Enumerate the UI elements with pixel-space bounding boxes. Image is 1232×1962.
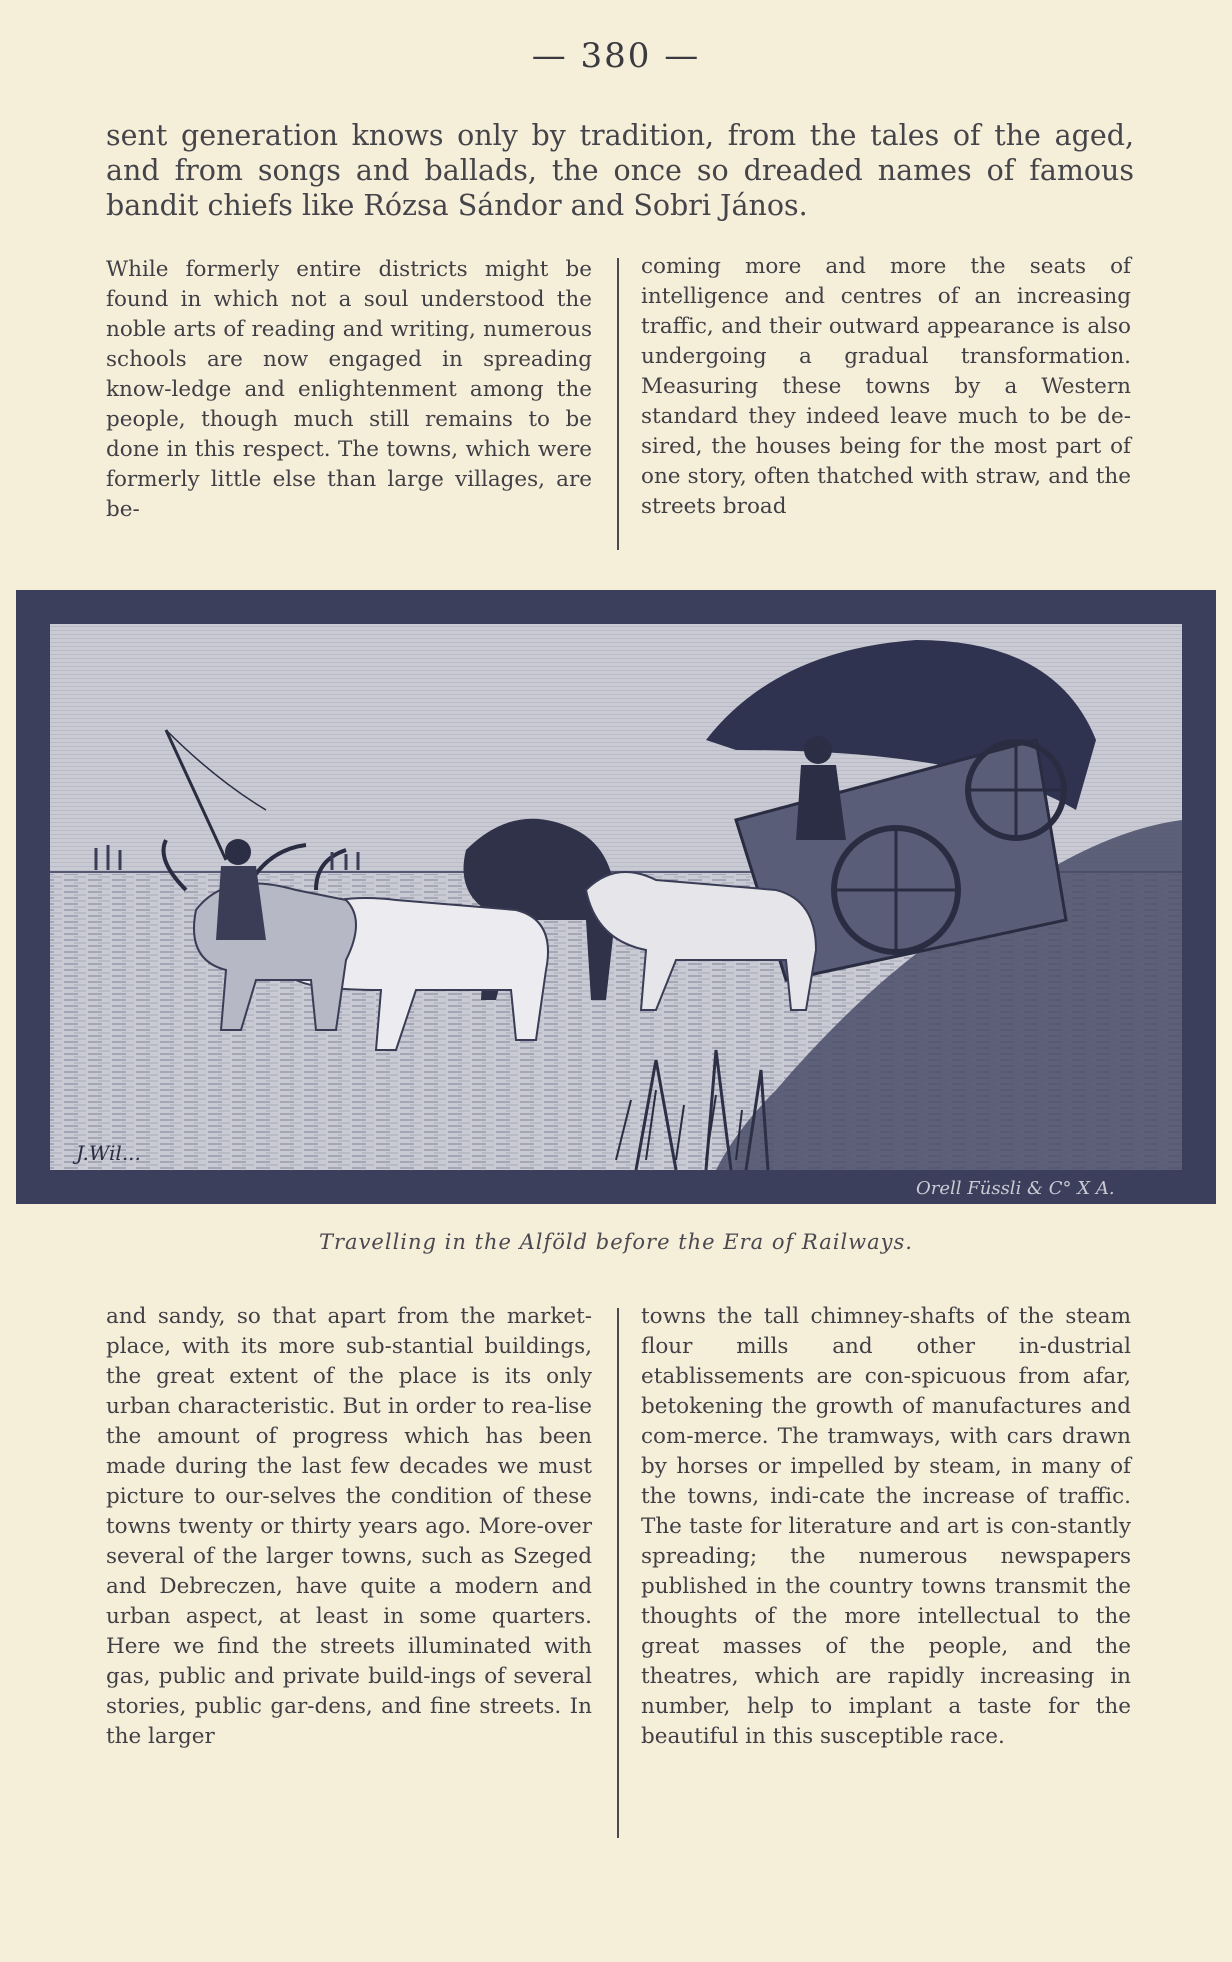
upper-right-column: coming more and more the seats of intelligence and centres of an increasing traffic, and their outward appearance is also undergoing a gradual transformation. Measuring these towns by a Western standard they indeed leave much to be de-sired, the houses being for the most part of one story, often thatched with straw, and the streets broad xyxy=(641,254,1131,519)
illustration-caption: Travelling in the Alföld before the Era of Railways. xyxy=(319,1230,913,1254)
lower-right-column: towns the tall chimney-shafts of the steam flour mills and other in-dustrial etablissements are con-spicuous from afar, betokening the growth of manufactures and com-merce. The tramways, with cars drawn by horses or impelled by steam, in many of the towns, indi-cate the increase of traffic. The taste for literature and art is con-stantly spreading; the numerous newspapers published in the country towns transmit the thoughts of the more intellectual to the great masses of the people, and the theatres, which are rapidly increasing in number, help to implant a taste for the beautiful in this susceptible race. xyxy=(641,1304,1131,1749)
upper-column-divider xyxy=(617,258,619,550)
page-number: — 380 — xyxy=(531,36,701,76)
upper-left-column: While formerly entire districts might be found in which not a soul understood the noble arts of reading and writing, numerous schools are now engaged in spreading know-ledge and enlightenment among the people, though much still remains to be done in this respect. The towns, which were formerly little else than large villages, are be- xyxy=(106,257,592,522)
illustration xyxy=(16,590,1216,1204)
artist-signature: J.Wil... xyxy=(76,1141,141,1165)
intro-paragraph: sent generation knows only by tradition, from the tales of the aged, and from songs and ballads, the once so dreaded names of famous bandit chiefs like Rózsa Sándor and Sobri János. xyxy=(106,119,1134,222)
engraver-signature: Orell Füssli & C° X A. xyxy=(916,1178,1115,1199)
lower-left-column: and sandy, so that apart from the market-place, with its more sub-stantial buildings, the great extent of the place is its only urban characteristic. But in order to rea-lise the amount of progress which has been made during the last few decades we must picture to our-selves the condition of these towns twenty or thirty years ago. More-over several of the larger towns, such as Szeged and Debreczen, have quite a modern and urban aspect, at least in some quarters. Here we find the streets illuminated with gas, public and private build-ings of several stories, public gar-dens, and fine streets. In the larger xyxy=(106,1304,592,1749)
lower-column-divider xyxy=(617,1308,619,1838)
